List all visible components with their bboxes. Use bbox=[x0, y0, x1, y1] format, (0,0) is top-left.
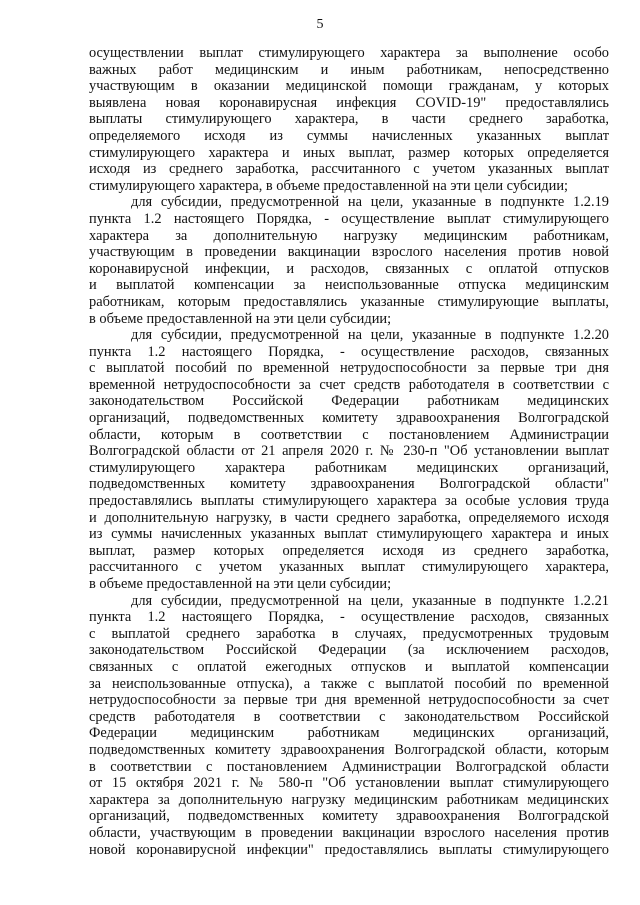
text-line: из суммы начисленных указанных выплат стимулирующего характера и иных bbox=[89, 526, 609, 543]
text-line: новой коронавирусной инфекции" предоставлялись выплаты стимулирующего bbox=[89, 841, 609, 858]
body-text bbox=[89, 45, 609, 858]
text-line: стимулирующего характера, в объеме предоставленной на эти цели субсидии; bbox=[89, 177, 569, 194]
text-line: выплаты стимулирующего характера, в части среднего заработка, bbox=[89, 111, 609, 128]
text-line: пункта 1.2 настоящего Порядка, - осуществление расходов, связанных bbox=[89, 609, 609, 626]
text-line: осуществлении выплат стимулирующего характера за выполнение особо bbox=[89, 45, 609, 61]
text-line: исходя из среднего заработка, рассчитанного с учетом указанных выплат bbox=[89, 161, 609, 178]
text-line: в объеме предоставленной на эти цели субсидии; bbox=[89, 310, 392, 327]
text-line: работникам, которым предоставлялись указанные стимулирующие выплаты, bbox=[89, 293, 609, 310]
text-line: с выплатой среднего заработка в случаях, предусмотренных трудовым bbox=[89, 625, 609, 642]
text-line: в соответствии с постановлением Администрации Волгоградской области bbox=[89, 758, 609, 775]
text-line: средств работодателя в соответствии с законодательством Российской bbox=[89, 708, 609, 725]
text-line: важных работ медицинским и иным работникам, непосредственно bbox=[89, 61, 609, 78]
text-line: законодательством Российской Федерации работникам медицинских bbox=[89, 393, 609, 410]
text-line: для субсидии, предусмотренной на цели, указанные в подпункте 1.2.20 bbox=[131, 327, 609, 344]
text-line: стимулирующего характера работникам медицинских организаций, bbox=[89, 459, 609, 476]
text-line: организаций, подведомственных комитету здравоохранения Волгоградской bbox=[89, 808, 609, 825]
text-line: коронавирусной инфекции, и расходов, связанных с оплатой отпусков bbox=[89, 260, 609, 277]
text-line: для субсидии, предусмотренной на цели, указанные в подпункте 1.2.21 bbox=[131, 592, 609, 609]
text-line: стимулирующего характера и иных выплат, размер которых определяется bbox=[89, 144, 609, 161]
text-line: законодательством Российской Федерации (за исключением расходов, bbox=[89, 642, 609, 659]
text-line: и дополнительную нагрузку, в части среднего заработка, определяемого исходя bbox=[89, 509, 609, 526]
text-line: пункта 1.2 настоящего Порядка, - осуществление выплат стимулирующего bbox=[89, 210, 609, 227]
text-line: выплат, размер которых определяется исходя из среднего заработка, bbox=[89, 542, 609, 559]
text-line: подведомственных комитету здравоохранения Волгоградской области, которым bbox=[89, 741, 609, 758]
text-line: участвующим в оказании медицинской помощи гражданам, у которых bbox=[89, 78, 609, 95]
text-line: с выплатой пособий по временной нетрудоспособности за первые три дня bbox=[89, 360, 609, 377]
text-line: области, которым в соответствии с постановлением Администрации bbox=[89, 426, 609, 443]
text-line: Волгоградской области от 21 апреля 2020 г. № 230-п "Об установлении выплат bbox=[89, 443, 609, 460]
text-line: рассчитанного с учетом указанных выплат стимулирующего характера, bbox=[89, 559, 609, 576]
text-line: от 15 октября 2021 г. № 580-п "Об установлении выплат стимулирующего bbox=[89, 775, 609, 792]
text-line: предоставлялись выплаты стимулирующего характера за особые условия труда bbox=[89, 493, 609, 510]
text-line: организаций, подведомственных комитету здравоохранения Волгоградской bbox=[89, 410, 609, 427]
text-line: характера за дополнительную нагрузку медицинским работникам, bbox=[89, 227, 609, 244]
text-line: участвующим в проведении вакцинации взрослого населения против новой bbox=[89, 244, 609, 261]
text-line: выявлена новая коронавирусная инфекция COVID-19" предоставлялись bbox=[89, 94, 609, 111]
page-number: 5 bbox=[316, 17, 324, 32]
text-line: и выплатой компенсации за неиспользованные отпуска медицинским bbox=[89, 277, 609, 294]
text-line: в объеме предоставленной на эти цели субсидии; bbox=[89, 576, 392, 592]
text-line: временной нетрудоспособности за счет средств работодателя в соответствии с bbox=[89, 376, 609, 393]
text-line: связанных с оплатой ежегодных отпусков и выплатой компенсации bbox=[89, 658, 609, 675]
text-line: Федерации медицинским работникам медицинских организаций, bbox=[89, 725, 609, 742]
text-line: за неиспользованные отпуска), а также с выплатой пособий по временной bbox=[89, 675, 609, 692]
text-line: характера за дополнительную нагрузку медицинским работникам медицинских bbox=[89, 791, 609, 808]
text-line: нетрудоспособности за первые три дня временной нетрудоспособности за счет bbox=[89, 692, 609, 709]
text-line: подведомственных комитету здравоохранения Волгоградской области" bbox=[89, 476, 609, 493]
text-line: для субсидии, предусмотренной на цели, указанные в подпункте 1.2.19 bbox=[131, 194, 609, 211]
text-line: пункта 1.2 настоящего Порядка, - осуществление расходов, связанных bbox=[89, 343, 609, 360]
text-line: области, участвующим в проведении вакцинации взрослого населения против bbox=[89, 824, 609, 841]
text-line: определяемого исходя из суммы начисленных указанных выплат bbox=[89, 127, 609, 144]
